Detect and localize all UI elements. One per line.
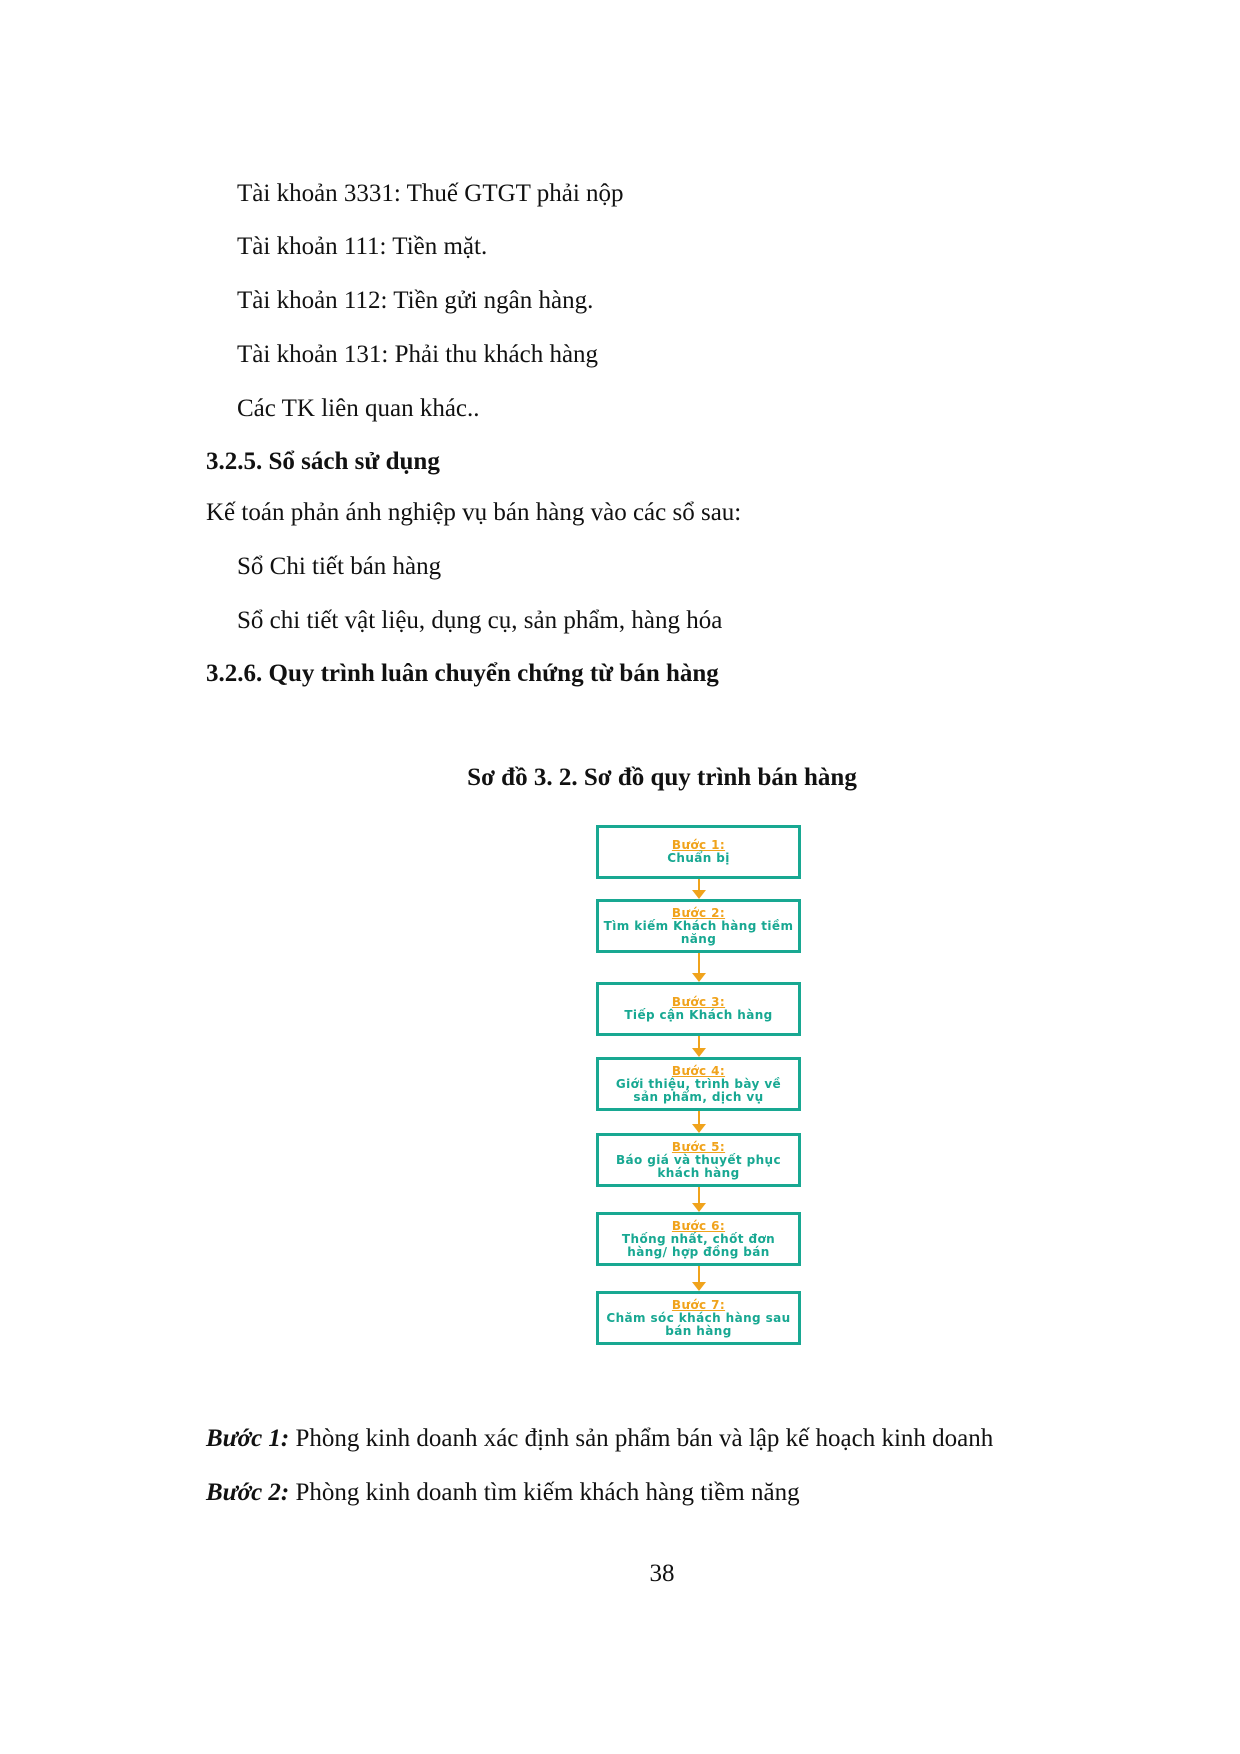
flow-step-desc: Chuẩn bị (667, 851, 730, 865)
step-description-2 (206, 1479, 800, 1507)
account-line-112: Tài khoản 112: Tiền gửi ngân hàng. (237, 287, 594, 314)
flow-step-7 (596, 1291, 801, 1345)
flow-step-6 (596, 1212, 801, 1266)
flow-step-desc: Tìm kiếm Khách hàng tiềm năng (603, 918, 794, 946)
flow-arrow (698, 1187, 700, 1205)
account-line-111: Tài khoản 111: Tiền mặt. (237, 233, 488, 260)
step-description-1 (206, 1425, 993, 1453)
flow-step-title: Bước 4: (671, 1063, 726, 1078)
flow-arrow (698, 953, 700, 975)
account-line-3331: Tài khoản 3331: Thuế GTGT phải nộp (237, 180, 624, 207)
flow-step-5 (596, 1133, 801, 1187)
section-325-intro: Kế toán phản ánh nghiệp vụ bán hàng vào các sổ sau: (206, 499, 742, 526)
flow-step-desc: Thống nhất, chốt đơn hàng/ hợp đồng bán (621, 1231, 776, 1259)
flow-arrow (698, 1036, 700, 1050)
flow-arrow (698, 1266, 700, 1284)
page-number: 38 (649, 1560, 675, 1587)
flow-step-desc: Báo giá và thuyết phục khách hàng (615, 1152, 782, 1180)
step-description-text: Phòng kinh doanh xác định sản phẩm bán và lập kế hoạch kinh doanh (289, 1425, 994, 1452)
flow-step-title: Bước 6: (671, 1218, 726, 1233)
step-description-text: Phòng kinh doanh tìm kiếm khách hàng tiềm năng (289, 1479, 800, 1506)
section-heading-326: 3.2.6. Quy trình luân chuyển chứng từ bán hàng (206, 660, 719, 687)
flow-step-desc: Giới thiệu, trình bày về sản phẩm, dịch vụ (615, 1076, 782, 1104)
step-description-label: Bước 2: (206, 1479, 290, 1506)
step-description-label: Bước 1: (206, 1425, 290, 1452)
flow-step-4 (596, 1057, 801, 1111)
flow-step-title: Bước 5: (671, 1139, 726, 1154)
account-line-other: Các TK liên quan khác.. (237, 395, 480, 422)
diagram-caption: Sơ đồ 3. 2. Sơ đồ quy trình bán hàng (467, 764, 857, 791)
flow-step-1 (596, 825, 801, 879)
flow-step-title: Bước 3: (671, 995, 726, 1009)
flow-arrow (698, 879, 700, 892)
flow-step-3 (596, 982, 801, 1036)
account-line-131: Tài khoản 131: Phải thu khách hàng (237, 341, 599, 368)
flow-step-title: Bước 1: (671, 838, 726, 852)
book-line-1: Sổ Chi tiết bán hàng (237, 553, 442, 580)
flow-step-2 (596, 899, 801, 953)
book-line-2: Sổ chi tiết vật liệu, dụng cụ, sản phẩm, hàng hóa (237, 607, 723, 634)
flow-step-title: Bước 7: (671, 1297, 726, 1312)
flow-step-title: Bước 2: (671, 905, 726, 920)
section-heading-325: 3.2.5. Sổ sách sử dụng (206, 448, 440, 475)
flow-step-desc: Chăm sóc khách hàng sau bán hàng (606, 1310, 791, 1338)
flow-arrow (698, 1111, 700, 1126)
flow-step-desc: Tiếp cận Khách hàng (624, 1008, 773, 1022)
